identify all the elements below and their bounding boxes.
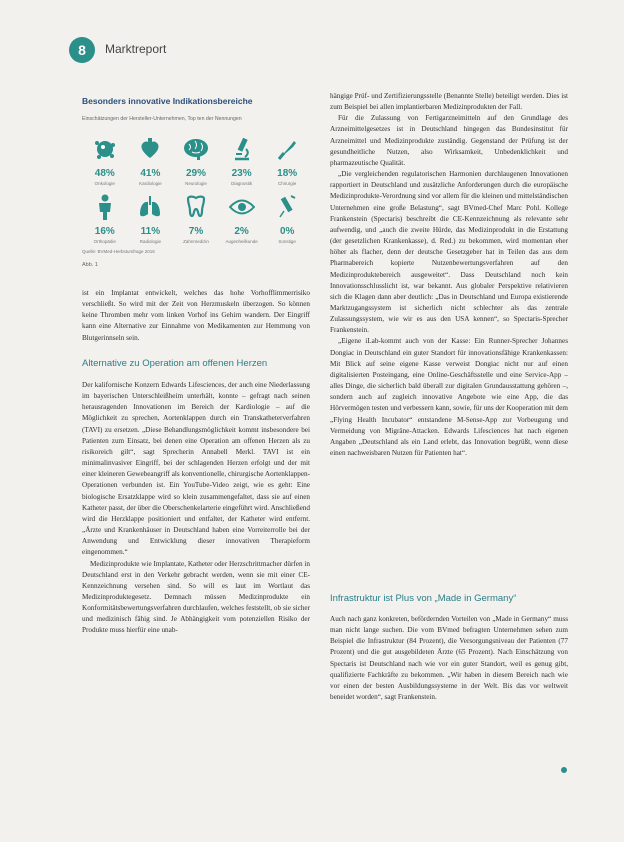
eye-icon — [219, 194, 265, 220]
paragraph: Auch nach ganz konkreten, befördernden Vorteilen von „Made in Germany“ muss man nicht lange suchen. Die vom BVmed befragten Unternehmen sehen zum Beispiel die Infrastruktur (84 Prozent), die Versorgungsniveau der Patienten (77 Prozent) und die gut ausgebildeten Ärzte (65 Prozent). Nach Einschätzung von Spectaris ist Deutschland nach wie vor ein guter Standort, weil es genug gibt, qualifizierte Fachkräfte zu bekommen. „Wir haben in diesem Bereich nach wie vor einen der besten Ausbildungssysteme in der Welt. Bis das vor weltweit beneidet worden“, sagt Frankenstein. — [330, 615, 568, 702]
figure-label: Abb. 1 — [82, 262, 98, 268]
syringe-icon — [264, 194, 310, 220]
paragraph: ist ein Implantat entwickelt, welches das hohe Vorhofflimmerrisiko verschließt. So wird mit der Zeit von Herzmuskeln überzogen. So können keine Thromben mehr vom linken Vorhof ins Gehirn wandern. Der Eingriff kann eine Alternative zur Einnahme von Medikamenten zur Hemmung von Blutgerinnseln sein. — [82, 289, 310, 342]
indication-item — [173, 194, 219, 244]
right-column-body-top — [330, 91, 568, 459]
scalpel-icon — [264, 136, 310, 162]
indication-grid-row-1 — [82, 136, 310, 186]
indication-item — [264, 136, 310, 186]
right-column-heading: Infrastruktur ist Plus von „Made in Germany“ — [330, 593, 517, 604]
indication-item — [264, 194, 310, 244]
indication-item — [219, 136, 265, 186]
indication-value: 41% — [140, 168, 161, 179]
infobox-subtitle: Einschätzungen der Hersteller-Unternehmen, Top ten der Nennungen — [82, 116, 242, 122]
indication-label: Zahnmedizin — [183, 239, 209, 244]
microscope-icon — [219, 136, 265, 162]
paragraph: hängige Prüf- und Zertifizierungsstelle (Benannte Stelle) beteiligt werden. Dies ist zum Beispiel bei allen implantierbaren Medizinprodukten der Fall. — [330, 92, 568, 112]
tumor-cell-icon — [82, 136, 128, 162]
infobox-source: Quelle: BVMed-Herbstumfrage 2016 — [82, 249, 155, 254]
indication-label: Chirurgie — [278, 181, 297, 186]
indication-label: Kardiologie — [139, 181, 162, 186]
brain-icon — [173, 136, 219, 162]
indication-value: 2% — [234, 226, 249, 237]
indication-item — [219, 194, 265, 244]
indication-label: Radiologie — [139, 239, 162, 244]
right-column-body-bottom — [330, 614, 568, 703]
indication-value: 23% — [231, 168, 252, 179]
end-mark — [561, 767, 567, 773]
left-column-body — [82, 380, 310, 637]
paragraph: Medizinprodukte wie Implantate, Katheter oder Herzschrittmacher dürfen in Deutschland erst in den Verkehr gebracht werden, wenn sie mit einer CE-Kennzeichnung versehen sind. So will es laut im Wortlaut das Medizinproduktegesetz. Demnach müssen Medizinprodukte ein Konformitätsbewertungsverfahren durchlaufen, welches feststellt, ob sie sicher und medizinisch fähig sind. Je Abhängigkeit vom potenziellen Risiko der Produkte muss hierfür eine unab- — [82, 559, 310, 635]
paragraph: „Eigene iLab-kommt auch von der Kasse: Ein Runner-Sprecher Johannes Dongiac in Deutschland ein guter Standort für innovationsfähige Krankenkassen: Mit Blick auf seine eigene Kasse verweist Dongiac nicht nur auf einen digitalisierten Posteingang, eine Online-Geschäftsstelle und eine Service-App – alles Dinge, die sicherlich bald überall zur digitalen Grundausstattung gehören –, sondern auch auf zugleich innovative Angebote wie eine App, die das Hörvermögen testen und verbessern kann, sowie, für uns der Kooperation mit dem „Flying Health Incubator“ entstandene M-Sense-App zur Vorbeugung und Vermeidung von Migräne-Attacken. Edwards Lifesciences hat nach eigenen Angaben „Deutschland als ein Land erlebt, das Innovation begrüßt, wenn diese einen nachweisbaren Nutzen für Patienten hat“. — [330, 337, 568, 457]
indication-value: 11% — [140, 226, 161, 237]
indication-value: 18% — [277, 168, 298, 179]
tooth-icon — [173, 194, 219, 220]
indication-value: 7% — [188, 226, 204, 237]
indication-item — [128, 194, 174, 244]
lungs-icon — [128, 194, 174, 220]
infobox-title: Besonders innovative Indikationsbereiche — [82, 96, 253, 106]
indication-value: 48% — [94, 168, 115, 179]
indication-item — [173, 136, 219, 186]
paragraph: „Die vergleichenden regulatorischen Harmonien durchlaugenen Innovationen rapportiert in Deutschland und zusätzliche Anforderungen durch die europäische Medizinprodukte-Verordnung sind vor allem für die kleinen und mittelständischen Unternehmen eine große Belastung“, sagt BVmed-Chef Marc Pohl. Kollege Frankenstein (Spectaris) beschreibt die CE-Kennzeichnung als relevante sehr aufwendig, und „auch die zweite Hürde, das Medizinprodukt in die Erstattung (der gesetzlichen Krankenkasse), d. Red.) zu bekommen, wird momentan eher höher als flacher, denn der deutsche Gesetzgeber hat in Teilen das aus dem Pharmabereich kopierte Nutzenbewertungsverfahren auf den Medizinproduktebereich ausgeweitet“. Dass Deutschland noch kein Innovationsschlusslicht ist, war bekannt. Aus globaler Perspektive relativieren sich die Klagen dann aber deutlich: „Das in Deutschland und Europa existierende Marktzugangssystem ist sicherlich nicht schlechter als das zentrale Zulassungssystem, wie wir es aus den USA kennen“, so Spectaris-Sprecher Frankenstein. — [330, 170, 568, 335]
indication-label: Diagnostik — [231, 181, 253, 186]
page-number-badge: 8 — [69, 37, 95, 63]
section-title: Marktreport — [105, 42, 167, 56]
heart-icon — [128, 136, 174, 162]
indication-value: 16% — [94, 226, 115, 237]
indication-label: Onkologie — [94, 181, 115, 186]
body-icon — [82, 194, 128, 220]
left-column-intro — [82, 288, 310, 344]
indication-item — [128, 136, 174, 186]
left-column-heading: Alternative zu Operation am offenen Herzen — [82, 358, 268, 369]
paragraph: Für die Zulassung von Fertigarzneimitteln auf den Grundlage des Arzneimittelgesetzes ist in Deutschland hingegen das Bundesinstitut für Arzneimittel und Medizinprodukte zuständig. Gegenstand der Prüfung ist der gesundheitliche Nutzen, also Wirksamkeit, Unbedenklichkeit und pharmazeutische Qualität. — [330, 114, 568, 167]
indication-label: Sonstige — [278, 239, 296, 244]
paragraph: Der kalifornische Konzern Edwards Lifesciences, der auch eine Niederlassung im bayerischen Unterschleißheim unterhält, konnte – gefragt nach seinen herausragenden Innovationen im Bereich der Kardiologie – auf die Möglichkeit zu sprechen, Aortenklappen durch ein Transkatheterverfahren (TAVI) zu ersetzen. „Diese Behandlungsmöglichkeit kommt insbesondere bei Patienten zum Einsatz, bei denen eine Operation am offenen Herzen als zu risikoreich gilt“, sagt Sprecherin Annabell Merkl. TAVI ist ein minimalinvasiver Eingriff, bei der schlagenden Herzen erfolgt und der mit einer kleineren Gewebeangriff als konventionelle, chirurgische Aortenklappen-Operationen verbunden ist. Ein YouTube-Video zeigt, wie es geht: Eine biologische Ersatzklappe wird so klein zusammengefaltet, dass sie auf einen Katheter passt, der über die Oberschenkelarterie eingeführt wird. Anschließend wird die Herzklappe positioniert und entfaltet, der Katheter wird entfernt. „Ärzte und Krankenhäuser in Deutschland haben eine Vorreiterrolle bei der Anwendung und Entwicklung dieser innovativen Therapieform eingenommen.“ — [82, 381, 310, 557]
indication-grid-row-2 — [82, 194, 310, 244]
indication-item — [82, 136, 128, 186]
indication-label: Orthopädie — [93, 239, 116, 244]
indication-item — [82, 194, 128, 244]
indication-label: Neurologie — [185, 181, 207, 186]
indication-value: 0% — [279, 226, 295, 237]
indication-value: 29% — [185, 168, 206, 179]
indication-label: Augenheilkunde — [225, 239, 258, 244]
